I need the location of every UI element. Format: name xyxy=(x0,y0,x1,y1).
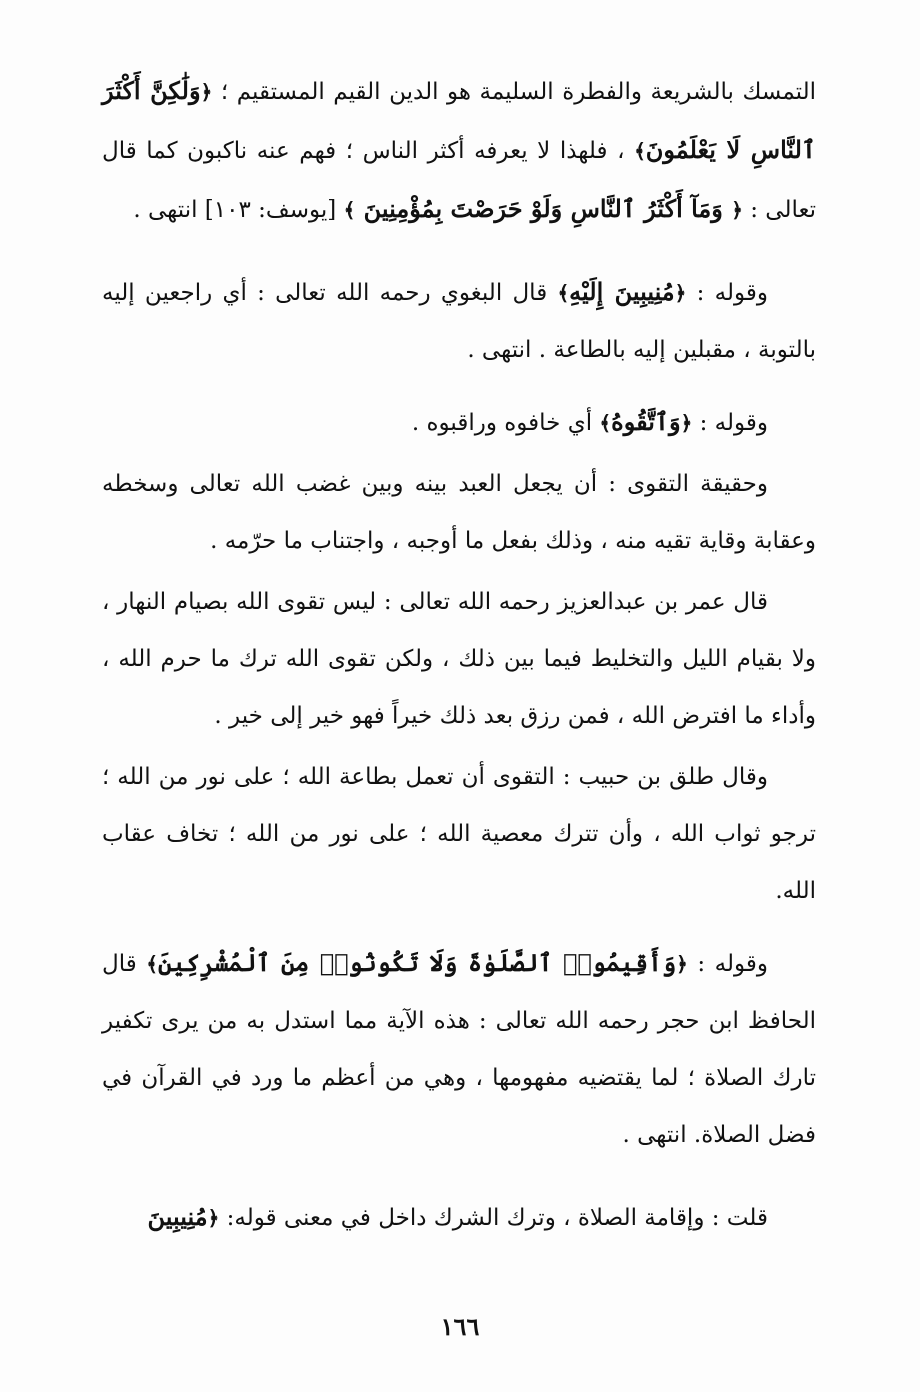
quran-verse: مُنِيبِينَ إِلَيْهِ xyxy=(569,277,675,306)
ornate-bracket-open: ﴿ xyxy=(680,411,693,435)
ornate-bracket-close: ﴾ xyxy=(599,411,612,435)
text-span: وقوله : xyxy=(687,951,768,977)
ornate-bracket-open: ﴿ xyxy=(674,281,687,305)
paragraph-7 xyxy=(102,934,816,1164)
quran-verse: وَٱتَّقُوهُ xyxy=(611,407,681,436)
paragraph-1 xyxy=(102,62,816,239)
ornate-bracket-open: ﴿ xyxy=(676,952,688,976)
ornate-bracket-close: ﴾ xyxy=(146,952,158,976)
text-span: وقال طلق بن حبيب : التقوى أن تعمل بطاعة الله ؛ على نور من الله ؛ ترجو ثواب الله ، وأن تترك معصية الله ؛ على نور من الله ؛ تخاف عقاب الله. xyxy=(102,764,816,904)
quran-verse: وَأَقِيمُوا۟ ٱلصَّلَوٰةَ وَلَا تَكُونُوا۟ مِنَ ٱلْمُشْرِكِينَ xyxy=(157,948,677,977)
ornate-bracket-close: ﴾ xyxy=(634,139,646,163)
text-span: قلت : وإقامة الصلاة ، وترك الشرك داخل في معنى قوله: xyxy=(219,1205,768,1231)
text-span: التمسك بالشريعة والفطرة السليمة هو الدين القيم المستقيم ؛ xyxy=(212,79,817,105)
text-span: قال الحافظ ابن حجر رحمه الله تعالى : هذه الآية مما استدل به من يرى تكفير تارك الصلاة ؛ لما يقتضيه مفهومها ، وهي من أعظم ما ورد في القرآن في فضل الصلاة. انتهى . xyxy=(102,951,816,1148)
ornate-bracket-close: ﴾ xyxy=(343,198,356,222)
text-span: ، فلهذا لا يعرفه أكثر الناس ؛ فهم عنه ناكبون كما قال تعالى : xyxy=(102,138,816,223)
quran-verse: وَلَٰكِنَّ أَكْثَرَ ٱلنَّاسِ لَا يَعْلَمُونَ xyxy=(102,76,816,164)
paragraph-3 xyxy=(102,393,816,452)
text-span: وقوله : xyxy=(686,280,768,306)
paragraph-8 xyxy=(102,1188,816,1247)
text-span: وحقيقة التقوى : أن يجعل العبد بينه وبين غضب الله تعالى وسخطه وعقابة وقاية تقيه منه ، وذلك بفعل ما أوجبه ، واجتناب ما حرّمه . xyxy=(102,471,816,554)
ornate-bracket-open: ﴿ xyxy=(207,1206,220,1230)
ornate-bracket-open: ﴿ xyxy=(200,80,213,104)
ornate-bracket-open: ﴿ xyxy=(731,198,743,222)
page-number: ١٦٦ xyxy=(440,1312,480,1341)
paragraph-2 xyxy=(102,263,816,379)
body-text xyxy=(102,62,816,1247)
text-span: أي خافوه وراقبوه . xyxy=(411,410,600,436)
paragraph-5 xyxy=(102,574,816,745)
text-span: [يوسف: ١٠٣] انتهى . xyxy=(133,197,344,223)
paragraph-4 xyxy=(102,456,816,570)
text-span: قال عمر بن عبدالعزيز رحمه الله تعالى : ليس تقوى الله بصيام النهار ، ولا بقيام الليل والتخليط فيما بين ذلك ، ولكن تقوى الله ترك ما حرم الله ، وأداء ما افترض الله ، فمن رزق بعد ذلك خيراً فهو خير إلى خير . xyxy=(102,589,816,729)
quran-verse: وَمَآ أَكْثَرُ ٱلنَّاسِ وَلَوْ حَرَصْتَ بِمُؤْمِنِينَ xyxy=(355,194,732,223)
text-span: قال البغوي رحمه الله تعالى : أي راجعين إليه بالتوبة ، مقبلين إليه بالطاعة . انتهى . xyxy=(102,280,816,363)
text-span: وقوله : xyxy=(692,410,768,436)
quran-verse: مُنِيبِينَ xyxy=(147,1202,208,1231)
paragraph-6 xyxy=(102,749,816,920)
ornate-bracket-close: ﴾ xyxy=(557,281,570,305)
